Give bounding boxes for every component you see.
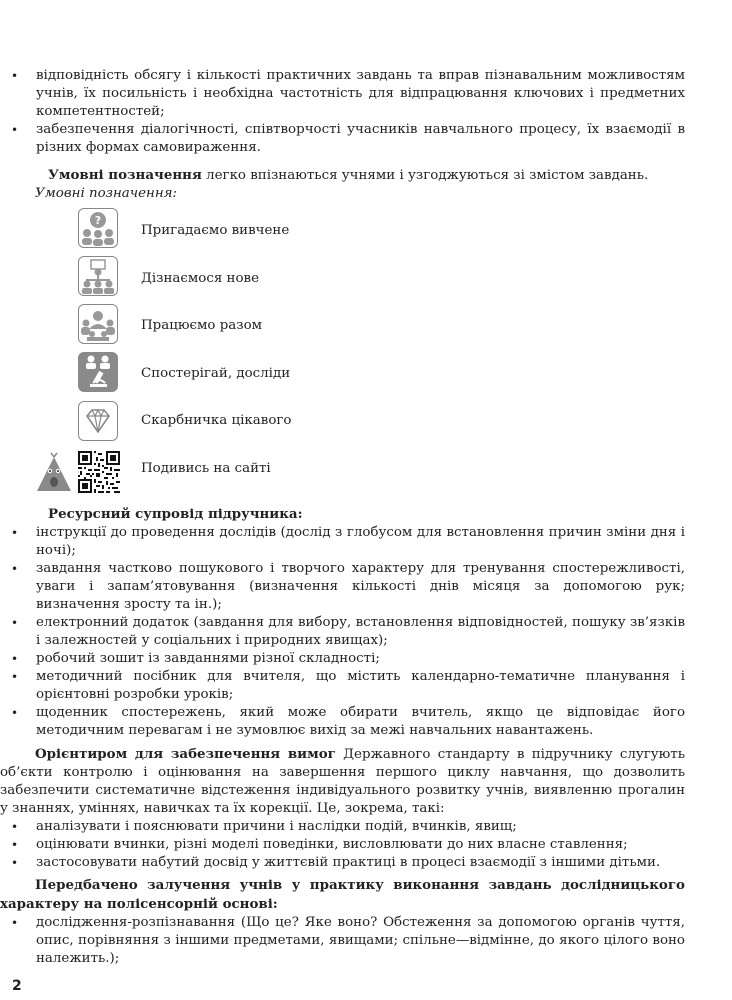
legend-intro-text: легко впізнаються учнями і узгоджуються зі змістом завдань. [201,168,649,183]
intro-bullet-list [0,67,685,157]
orientir-bold: Орієнтиром для забезпечення вимог [35,746,336,762]
legend-label: Дізнаємося нове [141,271,260,286]
qr-code-icon [78,451,120,493]
list-item: • застосовувати набутий досвід у життєвій практиці в процесі взаємодії з іншими дітьми. [0,854,685,872]
legend-item [0,352,400,400]
legend-intro-bold: Умовні позначення [48,167,202,183]
list-item: • оцінювати вчинки, різні моделі поведінки, висловлювати до них власне ставлення; [0,836,685,854]
legend-item [0,449,400,497]
diamond-icon [78,401,120,443]
orientir-text: Державного стандарту в підручнику слугують об’єкти контролю і оцінювання на завершення першого циклу навчання, що дозволить забезпечити систематичне відстеження індивідуального розвитку учнів, виявленню прогалин у знаннях, уміннях, навичках та їх корекції. Це, зокрема, такі: [0,747,685,816]
legend-item [0,256,400,304]
list-item: • відповідність обсягу і кількості практичних завдань та вправ пізнавальним можливостям учнів, їх посильність і необхідна частотність для відпрацювання ключових і предметних компетентностей; [0,67,685,121]
research-section [0,876,685,968]
legend-heading: Умовні позначення: [35,186,178,201]
research-bold: Передбачено залучення учнів у практику виконання завдань дослідницького характеру на полісенсорній основі: [0,877,685,912]
list-item: • аналізувати і пояснювати причини і наслідки подій, вчинків, явищ; [0,818,685,836]
list-item: • методичний посібник для вчителя, що містить календарно-тематичне планування і орієнтовні розробки уроків; [0,668,685,704]
group-work-icon [78,304,120,346]
legend-intro [0,166,685,203]
legend-label: Спостерігай, досліди [141,366,291,381]
teacher-board-icon [78,256,120,298]
legend-label: Працюємо разом [141,318,263,333]
legend-item [0,401,400,449]
robot-mascot-icon [33,451,75,493]
list-item: • робочий зошит із завданнями різної складності; [0,650,685,668]
legend-label: Скарбничка цікавого [141,413,292,428]
orientir-section [0,745,685,872]
svg-text:?: ? [94,214,102,227]
list-item: • завдання частково пошукового і творчого характеру для тренування спостережливості, уваги і запам’ятовування (визначення кількості днів місяця за допомогою рук; визначення зросту та ін.); [0,560,685,614]
resources-heading: Ресурсний супровід підручника: [48,506,303,522]
list-item: • інструкції до проведення дослідів (дослід з глобусом для встановлення причин зміни дня і ночі); [0,524,685,560]
legend-label: Пригадаємо вивчене [141,223,290,238]
question-people-icon [78,208,120,250]
legend-label: Подивись на сайті [141,461,271,476]
list-item: • електронний додаток (завдання для вибору, встановлення відповідностей, пошуку зв’язків і залежностей у соціальних і природних явищах); [0,614,685,650]
legend-item [0,304,400,352]
legend-item [0,208,400,256]
microscope-icon [78,352,120,394]
list-item: • щоденник спостережень, який може обирати вчитель, якщо це відповідає його методичним перевагам і не зумовлює вихід за межі навчальних навантажень. [0,704,685,740]
list-item: • дослідження-розпізнавання (Що це? Яке воно? Обстеження за допомогою органів чуття, опис, порівняння з іншими предметами, явищами; спільне—відмінне, до якого цілого воно належить.); [0,914,685,968]
list-item: • забезпечення діалогічності, співтворчості учасників навчального процесу, їх взаємодії в різних формах самовираження. [0,121,685,157]
resources-section [0,505,685,740]
page-number: 2 [12,978,22,994]
